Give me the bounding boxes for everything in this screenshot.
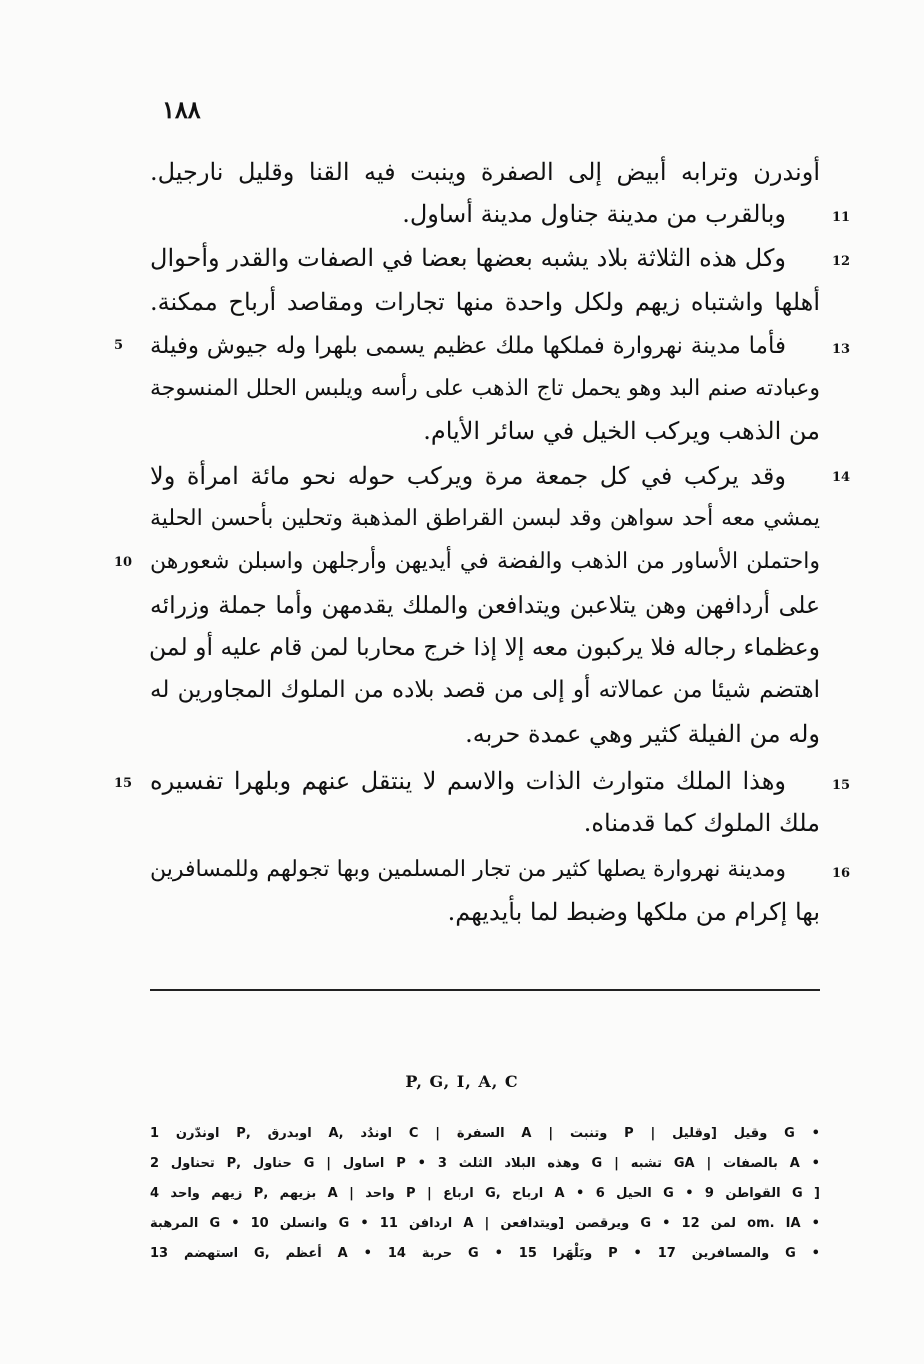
line-number: 5 [114, 338, 124, 353]
text-line: أهلها واشتباه زيهم ولكل واحدة منها تجارات ومقاصد أرباح ممكنة. [150, 288, 821, 316]
text-line: وبالقرب من مدينة جناول مدينة أساول. [402, 200, 786, 228]
footnote-separator-rule [150, 989, 820, 991]
text-line: على أردافهن وهن يتلاعبن ويتدافعن والملك يقدمهن وأما جملة وزرائه [150, 591, 820, 619]
paragraph-number: 16 [832, 866, 851, 881]
line-number: 10 [114, 555, 133, 570]
text-line: وعظماء رجاله فلا يركبون معه إلا إذا خرج محاربا لمن قام عليه أو لمن [149, 633, 820, 661]
text-line: اهتضم شيئا من عمالاته أو إلى من قصد بلاده من الملوك المجاورين له [150, 677, 820, 703]
text-line: من الذهب ويركب الخيل في سائر الأيام. [423, 417, 820, 445]
manuscript-sigla: P, G, I, A, C [405, 1072, 519, 1091]
apparatus-line: • A بالصفات | GA تشبه | G وهذه البلاد الثلث 3 • P اساول | G حناول ,P تحناول 2 [150, 1156, 820, 1171]
apparatus-line: [ G القواطن 9 • G الحيل 6 • A ارباح ,G ارباع | P واحد | A بزيهم ,P زيهم واحد 4 [150, 1186, 821, 1201]
text-line: وكل هذه الثلاثة بلاد يشبه بعضها بعضا في الصفات والقدر وأحوال [150, 244, 786, 272]
apparatus-line: • om. IA لمن 12 • G ويرقصن [ويتدافعن | A اردافن 11 • G وانسلن 10 • G المرهبة [150, 1216, 820, 1231]
paragraph-number: 14 [832, 470, 851, 485]
text-line: وقد يركب في كل جمعة مرة ويركب حوله نحو مائة امرأة ولا [150, 462, 786, 490]
text-line: فأما مدينة نهروارة فملكها ملك عظيم يسمى بلهرا وله جيوش وفيلة [150, 333, 786, 359]
text-line: وعبادته صنم البد وهو يحمل تاج الذهب على رأسه ويلبس الحلل المنسوجة [150, 376, 820, 401]
page-number: ١٨٨ [162, 95, 201, 124]
apparatus-line: • G والمسافرين 17 • P وبَلْهَرا 15 • G حربة 14 • A أعظم ,G استهضم 13 [150, 1246, 820, 1261]
text-line: واحتملن الأساور من الذهب والفضة في أيديهن وأرجلهن واسبلن شعورهن [150, 549, 820, 574]
line-number: 15 [114, 776, 133, 791]
paragraph-number: 11 [832, 210, 851, 225]
text-line: وهذا الملك متوارث الذات والاسم لا ينتقل عنهم وبلهرا تفسيره [150, 767, 786, 795]
paragraph-number: 13 [832, 342, 851, 357]
text-line: وله من الفيلة كثير وهي عمدة حربه. [465, 720, 820, 748]
text-line: بها إكرام من ملكها وضبط لما بأيديهم. [447, 898, 820, 926]
text-line: يمشي معه أحد سواهن وقد لبسن القراطق المذهبة وتحلين بأحسن الحلية [150, 506, 820, 531]
text-line: ملك الملوك كما قدمناه. [583, 809, 820, 837]
paragraph-number: 15 [832, 778, 851, 793]
paragraph-number: 12 [832, 254, 851, 269]
text-line: ومدينة نهروارة يصلها كثير من تجار المسلمين وبها تجولهم وللمسافرين [150, 857, 786, 882]
apparatus-line: • G وقيل [وقليل | P وتنبت | A السفرة | C اوندُد ,A اوبدرق ,P اوندّرن 1 [150, 1126, 820, 1141]
text-line: أوندرن وترابه أبيض إلى الصفرة وينبت فيه القنا وقليل نارجيل. [150, 158, 820, 186]
